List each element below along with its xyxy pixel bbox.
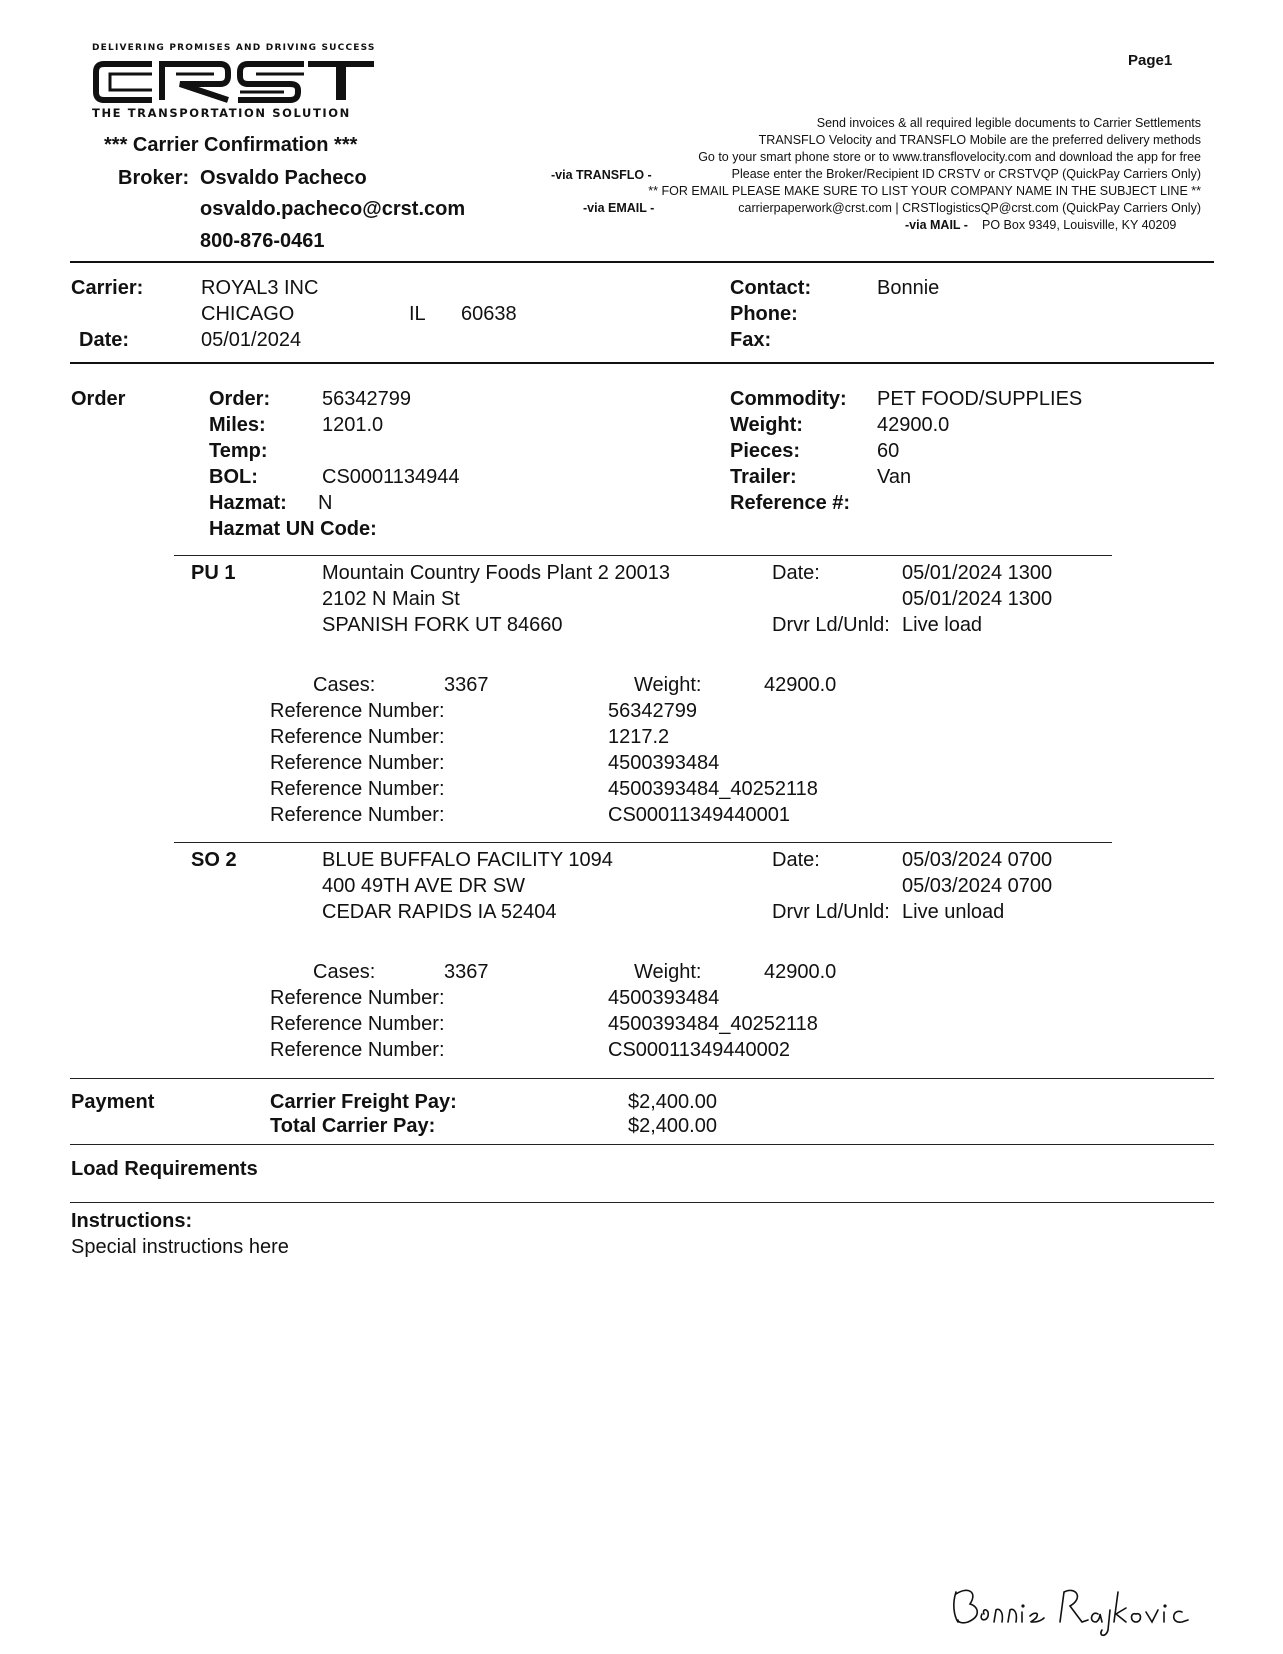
logo-tagline-bottom: THE TRANSPORTATION SOLUTION (92, 106, 351, 120)
stop-weight-value: 42900.0 (764, 961, 837, 983)
settlement-line-1: Send invoices & all required legible documents to Carrier Settlements (816, 116, 1201, 130)
order-number: 56342799 (322, 388, 411, 410)
hazmat-un-label: Hazmat UN Code: (209, 518, 377, 540)
broker-phone: 800-876-0461 (200, 230, 325, 252)
instructions-label: Instructions: (71, 1210, 193, 1232)
via-mail-label: -via MAIL - (905, 218, 968, 232)
reference-number-value: 4500393484 (608, 752, 720, 774)
order-label: Order: (209, 388, 271, 410)
page-title: *** Carrier Confirmation *** (104, 134, 358, 156)
stop-weight-label: Weight: (634, 961, 702, 983)
stop-divider (174, 555, 1112, 556)
reference-number-value: CS00011349440002 (608, 1039, 791, 1061)
date-label: Date: (79, 329, 130, 351)
stop-date-label: Date: (772, 562, 820, 584)
via-email-label: -via EMAIL - (583, 201, 655, 215)
settlement-line-4: Please enter the Broker/Recipient ID CRSTV or CRSTVQP (QuickPay Carriers Only) (731, 167, 1201, 181)
contact-label: Contact: (730, 277, 812, 299)
stop-code: SO 2 (191, 849, 237, 871)
stop-date-1: 05/03/2024 0700 (902, 849, 1053, 871)
divider (70, 362, 1214, 364)
stop-drvr-label: Drvr Ld/Unld: (772, 614, 890, 636)
phone-label: Phone: (730, 303, 798, 325)
stop-divider (174, 842, 1112, 843)
settlement-line-7: PO Box 9349, Louisville, KY 40209 (982, 218, 1177, 232)
cases-label: Cases: (313, 674, 376, 696)
page-number: Page1 (1128, 52, 1173, 69)
hazmat-label: Hazmat: (209, 492, 287, 514)
temp-label: Temp: (209, 440, 268, 462)
miles-value: 1201.0 (322, 414, 384, 436)
pieces-value: 60 (877, 440, 900, 462)
trailer-value: Van (877, 466, 912, 488)
total-pay-label: Total Carrier Pay: (270, 1115, 436, 1137)
settlement-line-2: TRANSFLO Velocity and TRANSFLO Mobile are the preferred delivery methods (758, 133, 1201, 147)
signature (948, 1582, 1208, 1642)
reference-number-label: Reference Number: (270, 726, 445, 748)
reference-number-label: Reference Number: (270, 778, 445, 800)
reference-number-value: 4500393484_40252118 (608, 1013, 818, 1035)
bol-label: BOL: (209, 466, 258, 488)
instructions-text: Special instructions here (71, 1236, 289, 1258)
reference-label: Reference #: (730, 492, 851, 514)
settlement-line-3: Go to your smart phone store or to www.transflovelocity.com and download the app for free (698, 150, 1201, 164)
reference-number-value: 4500393484_40252118 (608, 778, 818, 800)
pieces-label: Pieces: (730, 440, 801, 462)
cases-value: 3367 (444, 961, 489, 983)
hazmat-value: N (318, 492, 333, 514)
commodity-label: Commodity: (730, 388, 847, 410)
settlement-line-6: carrierpaperwork@crst.com | CRSTlogisticsQP@crst.com (QuickPay Carriers Only) (738, 201, 1201, 215)
reference-number-value: CS00011349440001 (608, 804, 791, 826)
stop-city-line: SPANISH FORK UT 84660 (322, 614, 563, 636)
stop-date-label: Date: (772, 849, 820, 871)
reference-number-label: Reference Number: (270, 804, 445, 826)
carrier-label: Carrier: (71, 277, 144, 299)
stop-drvr-value: Live unload (902, 901, 1005, 923)
broker-label: Broker: (118, 167, 190, 189)
stop-weight-label: Weight: (634, 674, 702, 696)
broker-email: osvaldo.pacheco@crst.com (200, 198, 466, 220)
cases-value: 3367 (444, 674, 489, 696)
contact-value: Bonnie (877, 277, 940, 299)
order-section-label: Order (71, 388, 126, 410)
stop-drvr-value: Live load (902, 614, 983, 636)
broker-name: Osvaldo Pacheco (200, 167, 367, 189)
cases-label: Cases: (313, 961, 376, 983)
carrier-date: 05/01/2024 (201, 329, 302, 351)
stop-date-1: 05/01/2024 1300 (902, 562, 1053, 584)
settlement-line-5: ** FOR EMAIL PLEASE MAKE SURE TO LIST YOUR COMPANY NAME IN THE SUBJECT LINE ** (648, 184, 1201, 198)
bol-value: CS0001134944 (322, 466, 460, 488)
freight-pay-value: $2,400.00 (628, 1091, 717, 1113)
load-requirements-label: Load Requirements (71, 1158, 258, 1180)
reference-number-label: Reference Number: (270, 1039, 445, 1061)
divider (70, 261, 1214, 263)
reference-number-value: 1217.2 (608, 726, 670, 748)
logo-tagline-top: DELIVERING PROMISES AND DRIVING SUCCESS (92, 43, 376, 53)
stop-date-2: 05/03/2024 0700 (902, 875, 1053, 897)
stop-address: 400 49TH AVE DR SW (322, 875, 526, 897)
divider (70, 1144, 1214, 1145)
stop-facility: BLUE BUFFALO FACILITY 1094 (322, 849, 613, 871)
stop-address: 2102 N Main St (322, 588, 460, 610)
stop-date-2: 05/01/2024 1300 (902, 588, 1053, 610)
commodity-value: PET FOOD/SUPPLIES (877, 388, 1083, 410)
stop-weight-value: 42900.0 (764, 674, 837, 696)
miles-label: Miles: (209, 414, 266, 436)
reference-number-label: Reference Number: (270, 752, 445, 774)
via-transflo-label: -via TRANSFLO - (551, 168, 652, 182)
stop-city-line: CEDAR RAPIDS IA 52404 (322, 901, 557, 923)
stop-facility: Mountain Country Foods Plant 2 20013 (322, 562, 670, 584)
reference-number-label: Reference Number: (270, 1013, 445, 1035)
reference-number-value: 4500393484 (608, 987, 720, 1009)
carrier-zip: 60638 (461, 303, 517, 325)
weight-value: 42900.0 (877, 414, 950, 436)
divider (70, 1202, 1214, 1203)
weight-label: Weight: (730, 414, 803, 436)
stop-code: PU 1 (191, 562, 236, 584)
reference-number-label: Reference Number: (270, 700, 445, 722)
payment-section-label: Payment (71, 1091, 155, 1113)
carrier-name: ROYAL3 INC (201, 277, 319, 299)
carrier-city: CHICAGO (201, 303, 295, 325)
crst-wordmark-icon (90, 58, 378, 106)
fax-label: Fax: (730, 329, 772, 351)
total-pay-value: $2,400.00 (628, 1115, 717, 1137)
reference-number-label: Reference Number: (270, 987, 445, 1009)
freight-pay-label: Carrier Freight Pay: (270, 1091, 457, 1113)
reference-number-value: 56342799 (608, 700, 697, 722)
carrier-state: IL (409, 303, 426, 325)
divider (70, 1078, 1214, 1079)
trailer-label: Trailer: (730, 466, 797, 488)
stop-drvr-label: Drvr Ld/Unld: (772, 901, 890, 923)
